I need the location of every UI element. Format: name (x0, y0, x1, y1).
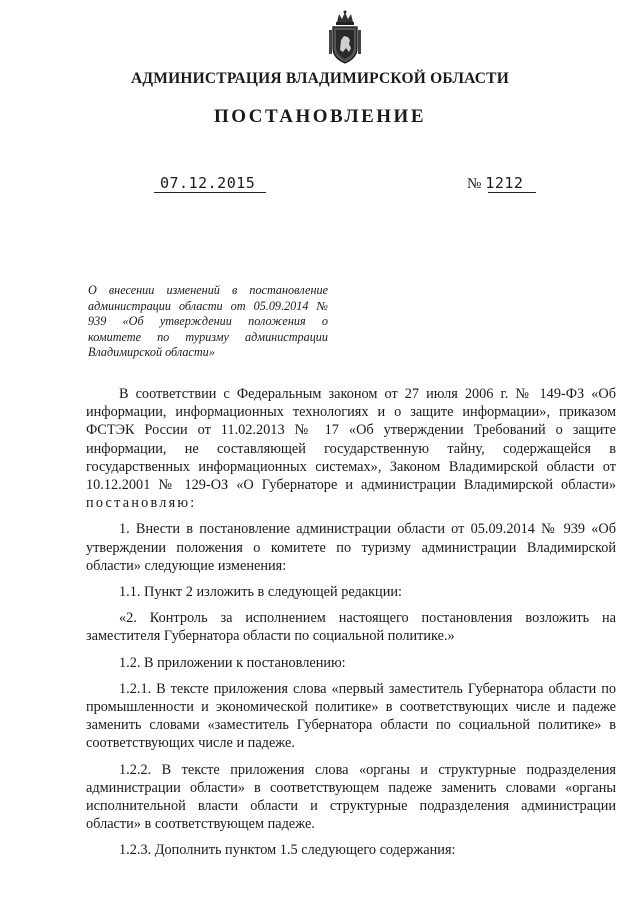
item-1-2-1: 1.2.1. В тексте приложения слова «первый заместитель Губернатора области по промышленности и экономической политике» в соответствующих числе и падеже заменить словами «заместитель Губернатора области по социальной политике» в соответствующих числе и падеже. (86, 680, 616, 752)
item-1-1: 1.1. Пункт 2 изложить в следующей редакции: (119, 584, 402, 601)
preamble-paragraph (86, 385, 616, 512)
number-underline (488, 192, 536, 193)
decree-word: постановляю: (86, 495, 197, 512)
document-number (467, 174, 523, 193)
item-1-1-quote: «2. Контроль за исполнением настоящего постановления возложить на заместителя Губернатора области по социальной политике.» (86, 610, 616, 645)
coat-of-arms-emblem (325, 10, 365, 66)
item-1-2-2: 1.2.2. В тексте приложения слова «органы и структурные подразделения администрации области» в соответствующем падеже заменить словами «органы исполнительной власти области и структурные подразделения администрации области» в соответствующем падеже. (86, 761, 616, 833)
document-subject: О внесении изменений в постановление администрации области от 05.09.2014 № 939 «Об утверждении положения о комитете по туризму администрации Владимирской области» (88, 283, 328, 360)
preamble-text: В соответствии с Федеральным законом от 27 июля 2006 г. № 149-ФЗ «Об информации, информационных технологиях и о защите информации», приказом ФСТЭК России от 11.02.2013 № 17 «Об утверждении Требований о защите информации, не составляющей государственную тайну, содержащейся в государственных информационных системах», Законом Владимирской области от 10.12.2001 № 129-ОЗ «О Губернаторе и администрации Владимирской области» (86, 386, 616, 494)
item-1-2: 1.2. В приложении к постановлению: (119, 654, 346, 671)
number-value: 1212 (485, 174, 524, 192)
document-body (86, 385, 616, 860)
agency-title: АДМИНИСТРАЦИЯ ВЛАДИМИРСКОЙ ОБЛАСТИ (131, 70, 509, 87)
number-sign: № (467, 176, 482, 192)
document-date: 07.12.2015 (160, 174, 256, 192)
date-underline (154, 192, 266, 193)
document-type-title: ПОСТАНОВЛЕНИЕ (213, 106, 427, 127)
item-1-2-3: 1.2.3. Дополнить пунктом 1.5 следующего содержания: (119, 842, 456, 859)
item-1: 1. Внести в постановление администрации области от 05.09.2014 № 939 «Об утверждении положения о комитете по туризму администрации Владимирской области» следующие изменения: (86, 521, 616, 574)
